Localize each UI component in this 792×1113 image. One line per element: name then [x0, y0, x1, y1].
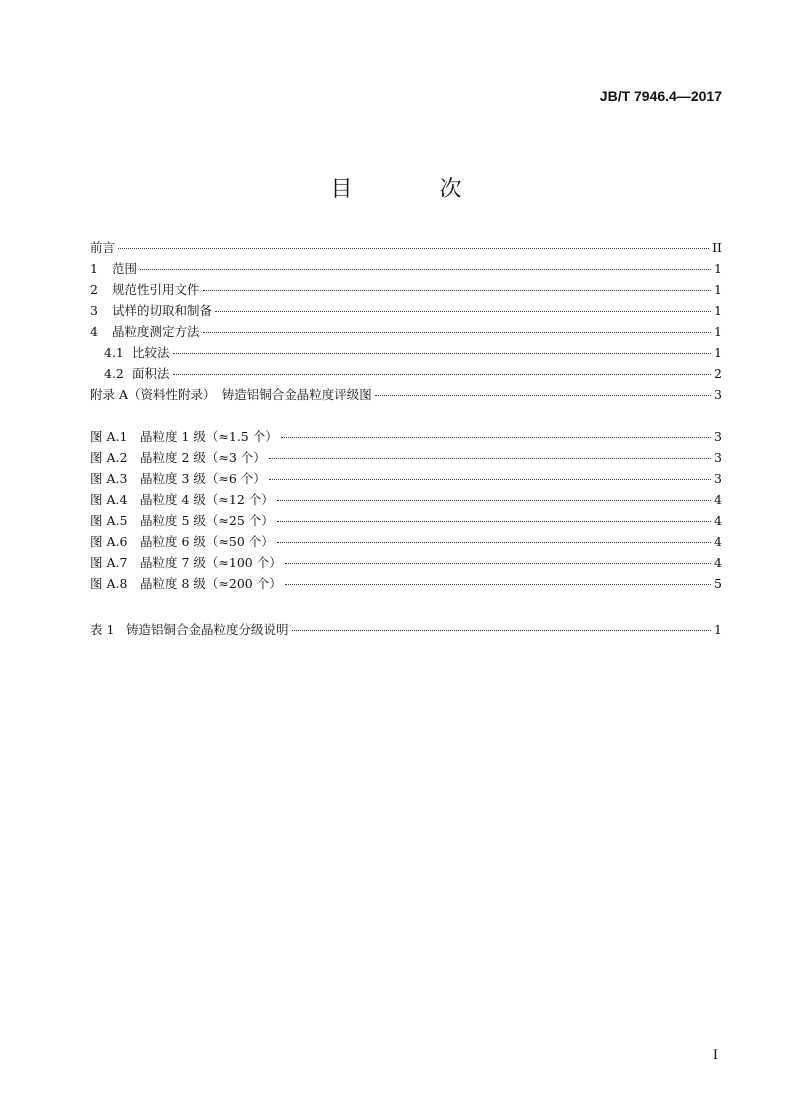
toc-entry-number: 1 — [90, 261, 98, 276]
toc-figures — [90, 427, 722, 595]
toc-entry-number: 2 — [90, 282, 98, 297]
toc-entry-number: 4.2 — [104, 366, 124, 381]
toc-entry-number: 3 — [90, 303, 98, 318]
dot-leader — [173, 353, 711, 354]
page-title: 目 次 — [330, 177, 502, 202]
toc-entry[interactable] — [90, 301, 722, 322]
figure-page: 3 — [714, 450, 722, 465]
toc-entry-page: 1 — [714, 345, 722, 360]
toc-tables — [90, 620, 722, 641]
figure-number: 图 A.5 — [90, 513, 128, 528]
figure-page: 4 — [714, 513, 722, 528]
toc-entry[interactable] — [90, 238, 722, 259]
figure-number: 图 A.6 — [90, 534, 128, 549]
figure-number: 图 A.3 — [90, 471, 128, 486]
figure-page: 4 — [714, 534, 722, 549]
figure-page: 5 — [714, 576, 722, 591]
figure-label: 晶粒度 7 级（≈100 个） — [140, 555, 282, 570]
dot-leader — [118, 248, 709, 249]
toc-entry-label: 附录 A（资料性附录） 铸造铝铜合金晶粒度评级图 — [90, 387, 372, 402]
figure-label: 晶粒度 3 级（≈6 个） — [140, 471, 266, 486]
toc-entry-label: 面积法 — [132, 366, 170, 381]
toc-entry-label: 规范性引用文件 — [112, 282, 200, 297]
figure-entry[interactable] — [90, 448, 722, 469]
toc-entry-page: 1 — [714, 303, 722, 318]
figure-entry[interactable] — [90, 553, 722, 574]
figure-label: 晶粒度 6 级（≈50 个） — [140, 534, 274, 549]
toc-entry-page: 1 — [714, 282, 722, 297]
figure-label: 晶粒度 4 级（≈12 个） — [140, 492, 274, 507]
figure-entry[interactable] — [90, 574, 722, 595]
dot-leader — [281, 437, 711, 438]
dot-leader — [173, 374, 711, 375]
toc-entry-page: II — [712, 240, 722, 255]
table-page: 1 — [714, 622, 722, 637]
dot-leader — [269, 479, 711, 480]
standard-number: JB/T 7946.4—2017 — [599, 88, 722, 104]
dot-leader — [292, 630, 711, 631]
figure-label: 晶粒度 8 级（≈200 个） — [140, 576, 282, 591]
table-label: 铸造铝铜合金晶粒度分级说明 — [126, 622, 289, 637]
figure-label: 晶粒度 1 级（≈1.5 个） — [140, 429, 278, 444]
dot-leader — [203, 290, 711, 291]
figure-entry[interactable] — [90, 532, 722, 553]
figure-entry[interactable] — [90, 427, 722, 448]
dot-leader — [269, 458, 711, 459]
toc-entry-label: 前言 — [90, 240, 116, 255]
toc-entry[interactable] — [90, 343, 722, 364]
dot-leader — [285, 584, 711, 585]
toc-entry-page: 3 — [714, 387, 722, 402]
figure-entry[interactable] — [90, 490, 722, 511]
figure-number: 图 A.7 — [90, 555, 128, 570]
figure-page: 4 — [714, 492, 722, 507]
figure-number: 图 A.8 — [90, 576, 128, 591]
toc-entry-page: 2 — [714, 366, 722, 381]
dot-leader — [140, 269, 711, 270]
dot-leader — [375, 395, 711, 396]
toc-entry[interactable] — [90, 364, 722, 385]
dot-leader — [277, 521, 711, 522]
page-number: I — [712, 1048, 718, 1063]
figure-entry[interactable] — [90, 469, 722, 490]
table-entry[interactable] — [90, 620, 722, 641]
dot-leader — [277, 500, 711, 501]
figure-number: 图 A.1 — [90, 429, 128, 444]
toc-entry-label: 晶粒度测定方法 — [112, 324, 200, 339]
toc-entry[interactable] — [90, 259, 722, 280]
toc-entry-number: 4 — [90, 324, 98, 339]
toc-entry-label: 比较法 — [132, 345, 170, 360]
toc-entry-page: 1 — [714, 261, 722, 276]
toc-entry[interactable] — [90, 385, 722, 406]
figure-page: 4 — [714, 555, 722, 570]
toc-entry-page: 1 — [714, 324, 722, 339]
toc-entry[interactable] — [90, 280, 722, 301]
table-number: 表 1 — [90, 622, 115, 637]
figure-page: 3 — [714, 471, 722, 486]
dot-leader — [285, 563, 711, 564]
toc-entry[interactable] — [90, 322, 722, 343]
toc-main — [90, 238, 722, 406]
toc-entry-label: 试样的切取和制备 — [112, 303, 213, 318]
figure-page: 3 — [714, 429, 722, 444]
dot-leader — [215, 311, 711, 312]
figure-label: 晶粒度 2 级（≈3 个） — [140, 450, 266, 465]
figure-label: 晶粒度 5 级（≈25 个） — [140, 513, 274, 528]
toc-entry-label: 范围 — [112, 261, 138, 276]
dot-leader — [203, 332, 711, 333]
dot-leader — [277, 542, 711, 543]
toc-entry-number: 4.1 — [104, 345, 124, 360]
figure-entry[interactable] — [90, 511, 722, 532]
figure-number: 图 A.2 — [90, 450, 128, 465]
figure-number: 图 A.4 — [90, 492, 128, 507]
